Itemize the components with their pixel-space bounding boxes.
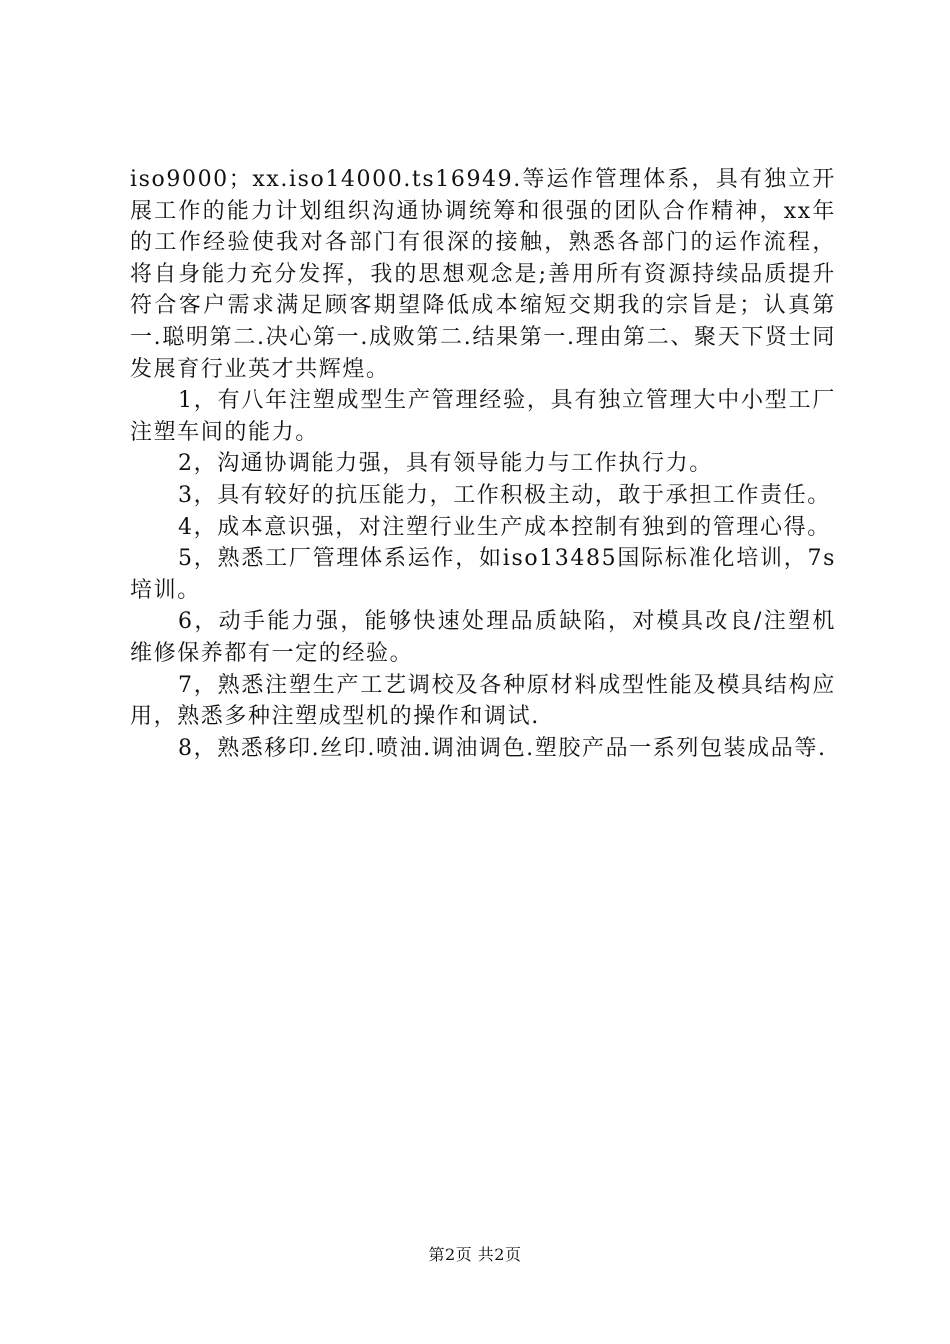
list-item-7: 7，熟悉注塑生产工艺调校及各种原材料成型性能及模具结构应用，熟悉多种注塑成型机的操作和调试. [130, 672, 836, 730]
list-item-8: 8，熟悉移印.丝印.喷油.调油调色.塑胶产品一系列包装成品等. [178, 735, 827, 761]
document-body [130, 164, 836, 764]
intro-paragraph: iso9000；xx.iso14000.ts16949.等运作管理体系，具有独立开展工作的能力计划组织沟通协调统筹和很强的团队合作精神，xx年的工作经验使我对各部门有很深的接触，熟悉各部门的运作流程，将自身能力充分发挥，我的思想观念是;善用所有资源持续品质提升符合客户需求满足顾客期望降低成本缩短交期我的宗旨是；认真第一.聪明第二.决心第一.成败第二.结果第一.理由第二、聚天下贤士同发展育行业英才共辉煌。 [130, 167, 836, 382]
list-item-6: 6，动手能力强，能够快速处理品质缺陷，对模具改良/注塑机维修保养都有一定的经验。 [130, 609, 836, 666]
page-number-footer: 第2页 共2页 [428, 1245, 522, 1264]
list-item-1: 1，有八年注塑成型生产管理经验，具有独立管理大中小型工厂注塑车间的能力。 [130, 388, 836, 445]
list-item-3: 3，具有较好的抗压能力，工作积极主动，敢于承担工作责任。 [178, 482, 831, 508]
list-item-4: 4，成本意识强，对注塑行业生产成本控制有独到的管理心得。 [178, 514, 831, 540]
list-item-5: 5，熟悉工厂管理体系运作，如iso13485国际标准化培训，7s培训。 [130, 546, 836, 603]
list-item-2: 2，沟通协调能力强，具有领导能力与工作执行力。 [178, 451, 713, 477]
